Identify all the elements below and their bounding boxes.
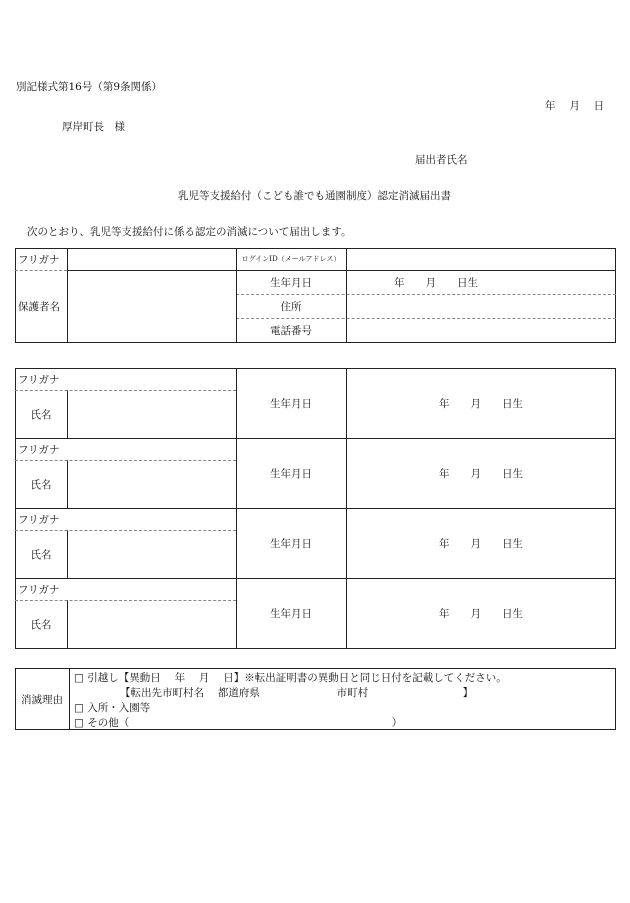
child-dob-label: 生年月日 xyxy=(270,537,312,550)
child-name-field[interactable] xyxy=(67,460,236,508)
child-dob-field[interactable]: 年 月 日生 xyxy=(439,467,523,480)
guardian-furigana-label: フリガナ xyxy=(18,253,60,266)
login-id-label: ログインID（メールアドレス） xyxy=(241,255,341,263)
guardian-address-label: 住所 xyxy=(280,300,302,313)
child-dob-field[interactable]: 年 月 日生 xyxy=(439,537,523,550)
reason-label: 消滅理由 xyxy=(21,693,63,706)
child-furigana-label: フリガナ xyxy=(18,583,60,596)
child-dob-label: 生年月日 xyxy=(270,467,312,480)
form-number: 別記様式第16号（第9条関係） xyxy=(16,81,163,93)
guardian-furigana-field[interactable] xyxy=(67,248,236,270)
document-title: 乳児等支援給付（こども誰でも通園制度）認定消滅届出書 xyxy=(178,190,451,202)
guardian-dob-field[interactable]: 年 月 日生 xyxy=(394,276,478,289)
reason-moving-option[interactable]: □ 引越し【異動日 年 月 日】※転出証明書の異動日と同じ日付を記載してください。 xyxy=(74,672,507,684)
guardian-phone-label: 電話番号 xyxy=(270,325,312,337)
child-furigana-label: フリガナ xyxy=(18,443,60,456)
login-id-field[interactable] xyxy=(346,248,616,270)
child-name-field[interactable] xyxy=(67,530,236,578)
addressee: 厚岸町長 様 xyxy=(62,121,125,133)
applicant-name-label: 届出者氏名 xyxy=(415,154,468,166)
guardian-dob-label: 生年月日 xyxy=(270,276,312,289)
guardian-address-field[interactable] xyxy=(346,294,616,318)
child-dob-label: 生年月日 xyxy=(270,608,312,620)
child-name-label: 氏名 xyxy=(30,408,52,421)
date-line: 年 月 日 xyxy=(545,100,605,112)
child-name-label: 氏名 xyxy=(30,619,52,631)
guardian-phone-field[interactable] xyxy=(346,318,616,343)
guardian-name-label: 保護者名 xyxy=(18,301,60,313)
reason-other-option[interactable]: □ その他（ ） xyxy=(74,717,403,729)
child-dob-field[interactable]: 年 月 日生 xyxy=(439,608,523,620)
child-furigana-label: フリガナ xyxy=(18,513,60,526)
child-dob-field[interactable]: 年 月 日生 xyxy=(439,397,523,410)
guardian-name-field[interactable] xyxy=(67,270,236,343)
child-name-field[interactable] xyxy=(67,390,236,438)
reason-admission-option[interactable]: □ 入所・入園等 xyxy=(74,702,151,714)
intro-text: 次のとおり、乳児等支援給付に係る認定の消滅について届出します。 xyxy=(27,226,352,238)
child-name-label: 氏名 xyxy=(30,548,52,561)
child-dob-label: 生年月日 xyxy=(270,397,312,410)
moving-destination-field[interactable]: 【転出先市町村名 都道府県 市町村 】 xyxy=(120,687,474,699)
child-furigana-label: フリガナ xyxy=(18,373,60,386)
child-name-field[interactable] xyxy=(67,600,236,649)
child-name-label: 氏名 xyxy=(30,478,52,491)
